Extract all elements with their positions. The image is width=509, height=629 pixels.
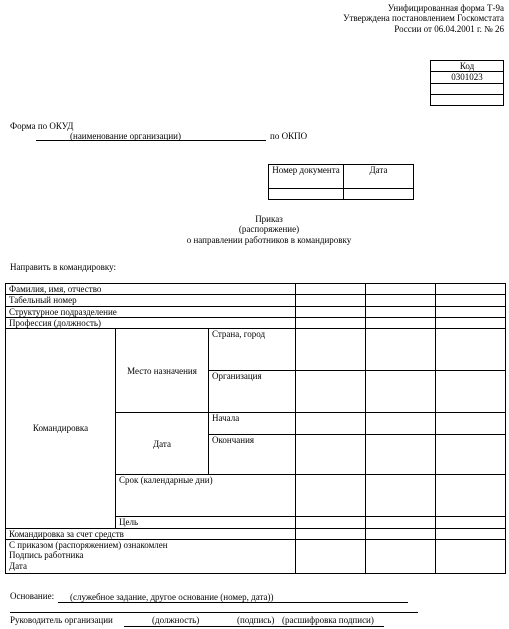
destination-label: Место назначения bbox=[116, 329, 209, 413]
acquainted-cell-3[interactable] bbox=[436, 540, 506, 574]
okpo-label: по ОКПО bbox=[270, 131, 308, 141]
organization-cell-2[interactable] bbox=[366, 371, 436, 413]
expense-label: Командировка за счет средств bbox=[6, 528, 296, 539]
organization-cell-3[interactable] bbox=[436, 371, 506, 413]
fio-cell-2[interactable] bbox=[366, 284, 436, 295]
trip-label: Командировка bbox=[6, 329, 116, 528]
head-decode[interactable]: (расшифровка подписи) bbox=[282, 615, 374, 625]
purpose-cell-2[interactable] bbox=[366, 517, 436, 528]
end-cell-3[interactable] bbox=[436, 435, 506, 475]
start-label: Начала bbox=[209, 413, 296, 435]
acquainted-cell-2[interactable] bbox=[366, 540, 436, 574]
country-city-label: Страна, город bbox=[209, 329, 296, 371]
title-line3: о направлении работников в командировку bbox=[186, 234, 352, 245]
start-cell-3[interactable] bbox=[436, 413, 506, 435]
direct-label: Направить в командировку: bbox=[10, 262, 117, 272]
fio-cell-1[interactable] bbox=[296, 284, 366, 295]
expense-cell-3[interactable] bbox=[436, 528, 506, 539]
codes-table bbox=[430, 60, 504, 106]
profession-cell-1[interactable] bbox=[296, 318, 366, 329]
employee-signature-label: Подпись работника bbox=[9, 550, 84, 561]
start-cell-1[interactable] bbox=[296, 413, 366, 435]
basis-value[interactable]: (служебное задание, другое основание (номер, дата)) bbox=[70, 592, 274, 602]
form-header-line1: Унифицированная форма Т-9а bbox=[387, 3, 504, 13]
country-city-cell-2[interactable] bbox=[366, 329, 436, 371]
organization-caption: (наименование организации) bbox=[70, 131, 181, 141]
organization-cell-1[interactable] bbox=[296, 371, 366, 413]
form-header-line2: Утверждена постановлением Госкомстата bbox=[343, 13, 504, 24]
profession-cell-3[interactable] bbox=[436, 318, 506, 329]
acquainted-cell-1[interactable] bbox=[296, 540, 366, 574]
expense-cell-1[interactable] bbox=[296, 528, 366, 539]
term-label: Срок (календарные дни) bbox=[116, 475, 296, 517]
title-line1: Приказ bbox=[255, 214, 283, 224]
codes-title: Код bbox=[431, 61, 504, 72]
title-line2: (распоряжение) bbox=[238, 224, 300, 235]
doc-number-table bbox=[268, 164, 414, 200]
department-cell-1[interactable] bbox=[296, 306, 366, 317]
doc-date-header: Дата bbox=[344, 165, 414, 189]
term-cell-2[interactable] bbox=[366, 475, 436, 517]
organization-row-label: Организация bbox=[209, 371, 296, 413]
purpose-cell-1[interactable] bbox=[296, 517, 366, 528]
tab-no-cell-3[interactable] bbox=[436, 295, 506, 306]
fio-cell-3[interactable] bbox=[436, 284, 506, 295]
purpose-cell-3[interactable] bbox=[436, 517, 506, 528]
tab-no-label: Табельный номер bbox=[6, 295, 296, 306]
end-cell-2[interactable] bbox=[366, 435, 436, 475]
term-cell-1[interactable] bbox=[296, 475, 366, 517]
doc-date-cell[interactable] bbox=[344, 189, 414, 200]
head-position[interactable]: (должность) bbox=[152, 615, 200, 625]
head-sign-line bbox=[124, 626, 384, 627]
form-header bbox=[250, 3, 504, 34]
acquainted-block bbox=[6, 540, 296, 574]
okud-label: Форма по ОКУД bbox=[10, 121, 74, 131]
head-label: Руководитель организации bbox=[10, 615, 113, 625]
main-table bbox=[5, 283, 506, 574]
profession-label: Профессия (должность) bbox=[6, 318, 296, 329]
doc-number-cell[interactable] bbox=[269, 189, 344, 200]
sign-date-label: Дата bbox=[9, 560, 27, 571]
start-cell-2[interactable] bbox=[366, 413, 436, 435]
head-signature[interactable]: (подпись) bbox=[237, 615, 275, 625]
country-city-cell-1[interactable] bbox=[296, 329, 366, 371]
profession-cell-2[interactable] bbox=[366, 318, 436, 329]
purpose-label: Цель bbox=[116, 517, 296, 528]
acquainted-label: С приказом (распоряжением) ознакомлен bbox=[9, 540, 168, 551]
doc-number-header: Номер документа bbox=[269, 165, 344, 189]
basis-label: Основание: bbox=[10, 591, 55, 601]
expense-cell-2[interactable] bbox=[366, 528, 436, 539]
basis-line-2 bbox=[10, 612, 418, 613]
extra-code-cell[interactable] bbox=[431, 94, 504, 105]
fio-label: Фамилия, имя, отчество bbox=[6, 284, 296, 295]
term-cell-3[interactable] bbox=[436, 475, 506, 517]
tab-no-cell-2[interactable] bbox=[366, 295, 436, 306]
department-cell-2[interactable] bbox=[366, 306, 436, 317]
document-title bbox=[140, 214, 398, 245]
country-city-cell-3[interactable] bbox=[436, 329, 506, 371]
department-label: Структурное подразделение bbox=[6, 306, 296, 317]
form-header-line3: России от 06.04.2001 г. № 26 bbox=[394, 23, 504, 34]
tab-no-cell-1[interactable] bbox=[296, 295, 366, 306]
end-label: Окончания bbox=[209, 435, 296, 475]
end-cell-1[interactable] bbox=[296, 435, 366, 475]
okud-code: 0301023 bbox=[431, 72, 504, 83]
okpo-code-cell[interactable] bbox=[431, 83, 504, 94]
date-label: Дата bbox=[116, 413, 209, 475]
department-cell-3[interactable] bbox=[436, 306, 506, 317]
